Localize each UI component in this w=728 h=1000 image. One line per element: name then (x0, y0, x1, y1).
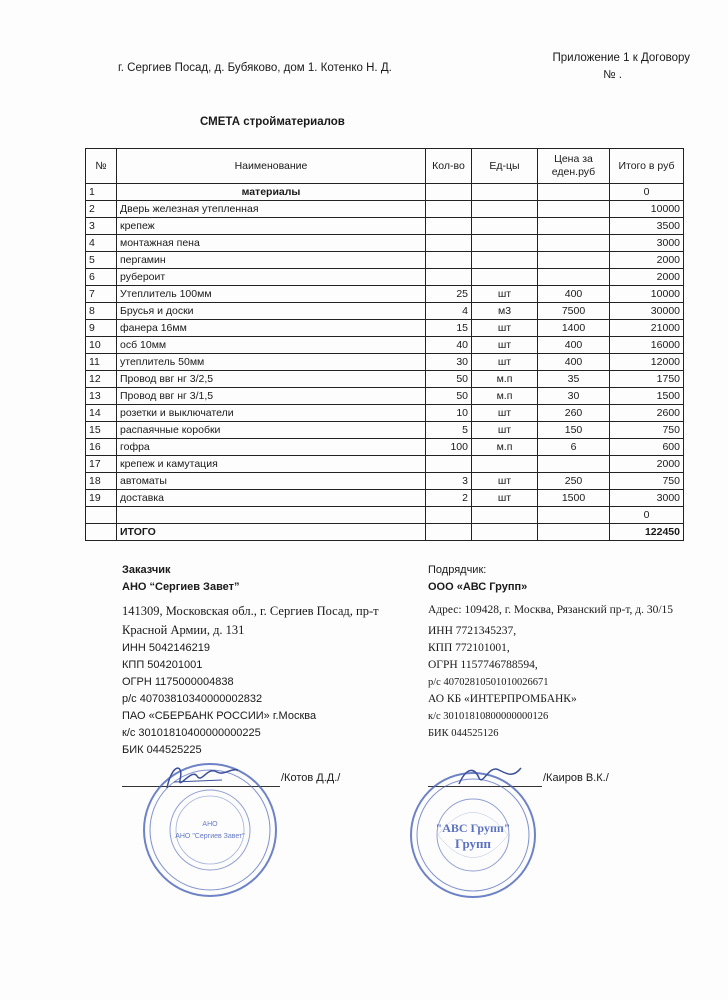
customer-bank: ПАО «СБЕРБАНК РОССИИ» г.Москва (122, 710, 317, 722)
header-appendix (510, 50, 690, 84)
row-qty: 40 (426, 337, 472, 354)
row-number: 19 (86, 490, 117, 507)
appendix-line-2: № . (603, 69, 622, 81)
row-number: 8 (86, 303, 117, 320)
row-total: 3500 (610, 218, 684, 235)
svg-text:АНО: АНО (202, 821, 218, 828)
row-total: 0 (610, 507, 684, 524)
row-name: осб 10мм (117, 337, 426, 354)
table-row (86, 439, 684, 456)
row-name: крепеж (117, 218, 426, 235)
row-number: 1 (86, 184, 117, 201)
row-price (538, 507, 610, 524)
row-unit (472, 218, 538, 235)
row-name: фанера 16мм (117, 320, 426, 337)
row-total: 16000 (610, 337, 684, 354)
appendix-line-1: Приложение 1 к Договору (552, 52, 690, 64)
row-price: 7500 (538, 303, 610, 320)
table-row (86, 422, 684, 439)
contractor-signer: /Каиров В.К./ (543, 772, 609, 784)
row-qty: 30 (426, 354, 472, 371)
table-row (86, 269, 684, 286)
contractor-block (428, 562, 698, 742)
row-price (538, 184, 610, 201)
customer-stamp-text: АНО "Сергиев Завет" (175, 833, 245, 840)
col-header-unit: Ед-цы (472, 149, 538, 184)
row-number: 6 (86, 269, 117, 286)
customer-signature-scribble (162, 758, 242, 798)
row-price (538, 252, 610, 269)
customer-inn: ИНН 5042146219 (122, 642, 211, 654)
row-qty: 50 (426, 388, 472, 405)
row-qty (426, 201, 472, 218)
row-total: 750 (610, 473, 684, 490)
contractor-org: ООО «АВС Групп» (428, 581, 528, 593)
contractor-address: Адрес: 109428, г. Москва, Рязанский пр-т, д. 30/15 (428, 604, 674, 616)
row-unit: м.п (472, 388, 538, 405)
table-row (86, 303, 684, 320)
row-price: 400 (538, 286, 610, 303)
row-unit: шт (472, 473, 538, 490)
row-total: 1750 (610, 371, 684, 388)
row-name: гофра (117, 439, 426, 456)
customer-org: АНО “Сергиев Завет” (122, 581, 240, 593)
row-total: 1500 (610, 388, 684, 405)
row-unit (472, 456, 538, 473)
row-name: материалы (117, 184, 426, 201)
customer-role: Заказчик (122, 564, 171, 576)
table-row (86, 388, 684, 405)
row-unit: шт (472, 490, 538, 507)
row-total: 3000 (610, 490, 684, 507)
row-number: 18 (86, 473, 117, 490)
row-unit: шт (472, 422, 538, 439)
table-row (86, 184, 684, 201)
row-price: 1500 (538, 490, 610, 507)
row-total: 3000 (610, 235, 684, 252)
table-row (86, 473, 684, 490)
table-row (86, 354, 684, 371)
contractor-kpp: КПП 772101001, (428, 642, 510, 654)
row-qty: 25 (426, 286, 472, 303)
row-total: 30000 (610, 303, 684, 320)
row-total: 122450 (610, 524, 684, 541)
row-name: Провод ввг нг 3/1,5 (117, 388, 426, 405)
row-unit: м.п (472, 371, 538, 388)
row-qty (426, 524, 472, 541)
table-row (86, 405, 684, 422)
row-name: розетки и выключатели (117, 405, 426, 422)
table-row (86, 524, 684, 541)
col-header-total: Итого в руб (610, 149, 684, 184)
row-qty: 2 (426, 490, 472, 507)
contractor-bik: БИК 044525126 (428, 728, 499, 739)
row-price (538, 218, 610, 235)
row-number: 15 (86, 422, 117, 439)
row-price: 150 (538, 422, 610, 439)
row-name: рубероит (117, 269, 426, 286)
row-name: Провод ввг нг 3/2,5 (117, 371, 426, 388)
row-number: 3 (86, 218, 117, 235)
row-total: 2600 (610, 405, 684, 422)
row-qty (426, 507, 472, 524)
contractor-bank: АО КБ «ИНТЕРПРОМБАНК» (428, 693, 577, 705)
row-unit (472, 269, 538, 286)
contractor-ogrn: ОГРН 1157746788594, (428, 659, 538, 671)
row-name: распаячные коробки (117, 422, 426, 439)
contractor-role: Подрядчик: (428, 564, 487, 576)
table-row (86, 235, 684, 252)
document-title: СМЕТА стройматериалов (200, 116, 345, 128)
header-address: г. Сергиев Посад, д. Бубяково, дом 1. Котенко Н. Д. (118, 62, 392, 74)
row-qty: 3 (426, 473, 472, 490)
row-qty (426, 269, 472, 286)
row-name: пергамин (117, 252, 426, 269)
row-name: монтажная пена (117, 235, 426, 252)
row-number: 9 (86, 320, 117, 337)
row-total: 2000 (610, 269, 684, 286)
row-price: 30 (538, 388, 610, 405)
row-number: 5 (86, 252, 117, 269)
row-number: 11 (86, 354, 117, 371)
row-unit: шт (472, 354, 538, 371)
row-unit (472, 235, 538, 252)
row-price (538, 235, 610, 252)
customer-bik: БИК 044525225 (122, 744, 202, 756)
contractor-ks: к/с 30101810800000000126 (428, 711, 549, 722)
row-unit: шт (472, 320, 538, 337)
svg-text:Групп: Групп (455, 836, 491, 851)
row-number (86, 524, 117, 541)
row-total: 10000 (610, 286, 684, 303)
row-number: 12 (86, 371, 117, 388)
contractor-rs: р/с 40702810501010026671 (428, 677, 549, 688)
table-header-row (86, 149, 684, 184)
table-row (86, 490, 684, 507)
row-price (538, 201, 610, 218)
table-row (86, 456, 684, 473)
row-price: 400 (538, 337, 610, 354)
row-total: 10000 (610, 201, 684, 218)
row-unit (472, 524, 538, 541)
row-unit (472, 184, 538, 201)
customer-signer: /Котов Д.Д./ (281, 772, 341, 784)
row-qty: 15 (426, 320, 472, 337)
customer-block (122, 562, 412, 759)
row-total: 600 (610, 439, 684, 456)
col-header-number: № (86, 149, 117, 184)
row-name: крепеж и камутация (117, 456, 426, 473)
row-qty (426, 252, 472, 269)
row-name: утеплитель 50мм (117, 354, 426, 371)
row-qty: 100 (426, 439, 472, 456)
contractor-inn: ИНН 7721345237, (428, 625, 517, 637)
row-unit: шт (472, 405, 538, 422)
row-qty: 4 (426, 303, 472, 320)
col-header-name: Наименование (117, 149, 426, 184)
row-unit: шт (472, 337, 538, 354)
row-qty: 5 (426, 422, 472, 439)
row-unit (472, 201, 538, 218)
table-row (86, 218, 684, 235)
row-total: 21000 (610, 320, 684, 337)
row-number (86, 507, 117, 524)
customer-ks: к/с 30101810400000000225 (122, 727, 261, 739)
row-qty (426, 184, 472, 201)
row-price: 250 (538, 473, 610, 490)
row-total: 12000 (610, 354, 684, 371)
table-row (86, 507, 684, 524)
row-unit: м3 (472, 303, 538, 320)
table-row (86, 320, 684, 337)
row-name: Брусья и доски (117, 303, 426, 320)
row-number: 17 (86, 456, 117, 473)
row-qty: 10 (426, 405, 472, 422)
row-name: автоматы (117, 473, 426, 490)
customer-rs: р/с 40703810340000002832 (122, 693, 263, 705)
row-number: 7 (86, 286, 117, 303)
customer-address: 141309, Московская обл., г. Сергиев Посад, пр-т Красной Армии, д. 131 (122, 604, 379, 637)
row-name (117, 507, 426, 524)
row-name: ИТОГО (117, 524, 426, 541)
row-unit: шт (472, 286, 538, 303)
row-price: 400 (538, 354, 610, 371)
row-price (538, 456, 610, 473)
row-number: 13 (86, 388, 117, 405)
contractor-stamp-text: "АВС Групп" (435, 821, 511, 835)
row-number: 16 (86, 439, 117, 456)
row-number: 14 (86, 405, 117, 422)
estimate-table (85, 148, 684, 541)
customer-kpp: КПП 504201001 (122, 659, 203, 671)
row-name: Дверь железная утепленная (117, 201, 426, 218)
col-header-price: Цена за еден.руб (538, 149, 610, 184)
row-qty: 50 (426, 371, 472, 388)
table-row (86, 201, 684, 218)
row-unit (472, 252, 538, 269)
customer-ogrn: ОГРН 1175000004838 (122, 676, 234, 688)
row-total: 2000 (610, 252, 684, 269)
row-total: 750 (610, 422, 684, 439)
table-row (86, 337, 684, 354)
row-number: 4 (86, 235, 117, 252)
row-price: 35 (538, 371, 610, 388)
row-qty (426, 235, 472, 252)
col-header-qty: Кол-во (426, 149, 472, 184)
row-price: 1400 (538, 320, 610, 337)
row-price (538, 524, 610, 541)
row-price: 6 (538, 439, 610, 456)
row-unit: м.п (472, 439, 538, 456)
row-name: доставка (117, 490, 426, 507)
row-total: 2000 (610, 456, 684, 473)
row-price (538, 269, 610, 286)
row-qty (426, 218, 472, 235)
table-row (86, 252, 684, 269)
row-price: 260 (538, 405, 610, 422)
row-number: 2 (86, 201, 117, 218)
row-total: 0 (610, 184, 684, 201)
row-name: Утеплитель 100мм (117, 286, 426, 303)
row-number: 10 (86, 337, 117, 354)
contractor-signature-scribble (455, 760, 525, 790)
table-row (86, 371, 684, 388)
row-unit (472, 507, 538, 524)
table-row (86, 286, 684, 303)
row-qty (426, 456, 472, 473)
